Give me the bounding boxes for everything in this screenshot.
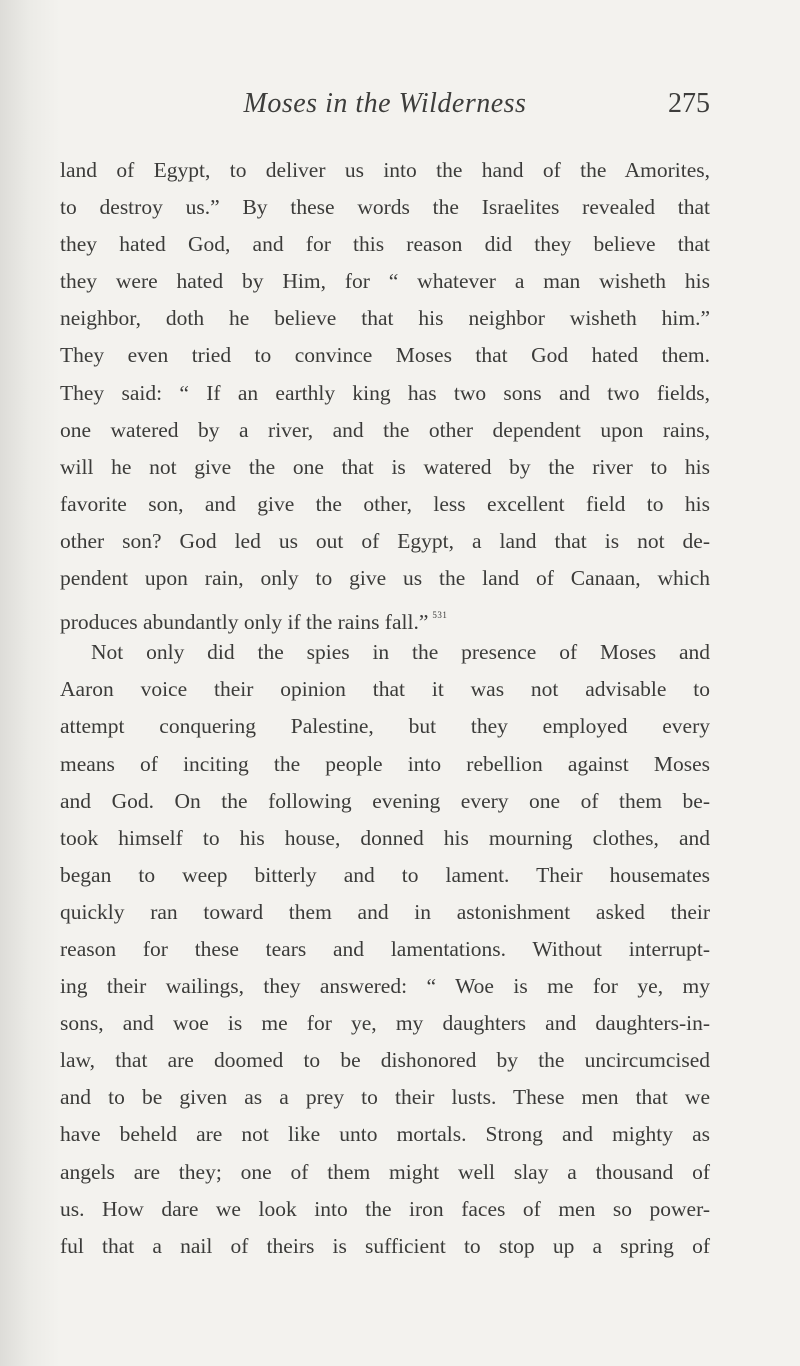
page-number: 275 — [668, 88, 710, 119]
text-line: have beheld are not like unto mortals. Strong and mighty as — [60, 1122, 710, 1147]
text-line: attempt conquering Palestine, but they employed every — [60, 714, 710, 739]
text-line: they hated God, and for this reason did they believe that — [60, 232, 710, 257]
text-line: and to be given as a prey to their lusts. These men that we — [60, 1085, 710, 1110]
text-line: reason for these tears and lamentations. Without interrupt- — [60, 936, 710, 961]
footnote-marker: 531 — [432, 610, 448, 621]
text-line: land of Egypt, to deliver us into the hand of the Amorites, — [60, 158, 710, 182]
text-line: took himself to his house, donned his mourning clothes, and — [60, 825, 710, 850]
text-line: They even tried to convince Moses that God hated them. — [60, 343, 710, 368]
text-line: favorite son, and give the other, less excellent field to his — [60, 491, 710, 516]
text-line: ful that a nail of theirs is sufficient to stop up a spring of — [60, 1233, 710, 1258]
text-line: will he not give the one that is watered by the river to his — [60, 454, 710, 479]
paragraph — [60, 634, 710, 1265]
body-text — [60, 152, 710, 1265]
text-line-with-footnote — [60, 597, 710, 634]
text-line: neighbor, doth he believe that his neighbor wisheth him.” — [60, 306, 710, 331]
text-line: Aaron voice their opinion that it was not advisable to — [60, 677, 710, 702]
text-line: quickly ran toward them and in astonishment asked their — [60, 899, 710, 924]
paragraph — [60, 152, 710, 634]
text-line: pendent upon rain, only to give us the land of Canaan, which — [60, 566, 710, 591]
text-line: to destroy us.” By these words the Israelites revealed that — [60, 195, 710, 220]
text-line: one watered by a river, and the other dependent upon rains, — [60, 417, 710, 442]
text-line: began to weep bitterly and to lament. Their housemates — [60, 862, 710, 887]
text-line: other son? God led us out of Egypt, a land that is not de- — [60, 528, 710, 553]
text-line: ing their wailings, they answered: “ Woe is me for ye, my — [60, 974, 710, 999]
text-line: They said: “ If an earthly king has two sons and two fields, — [60, 380, 710, 405]
text-line: sons, and woe is me for ye, my daughters and daughters-in- — [60, 1011, 710, 1036]
text-line: law, that are doomed to be dishonored by the uncircumcised — [60, 1048, 710, 1073]
text-line: Not only did the spies in the presence of Moses and — [91, 640, 710, 665]
running-head: Moses in the Wilderness — [243, 88, 527, 119]
text-line: angels are they; one of them might well slay a thousand of — [60, 1159, 710, 1184]
text-line: us. How dare we look into the iron faces of men so power- — [60, 1196, 710, 1221]
text-line: they were hated by Him, for “ whatever a man wisheth his — [60, 269, 710, 294]
text-line: and God. On the following evening every one of them be- — [60, 788, 710, 813]
text-line: means of inciting the people into rebellion against Moses — [60, 751, 710, 776]
page-header — [60, 88, 710, 128]
text-line: produces abundantly only if the rains fall.” — [60, 610, 429, 635]
